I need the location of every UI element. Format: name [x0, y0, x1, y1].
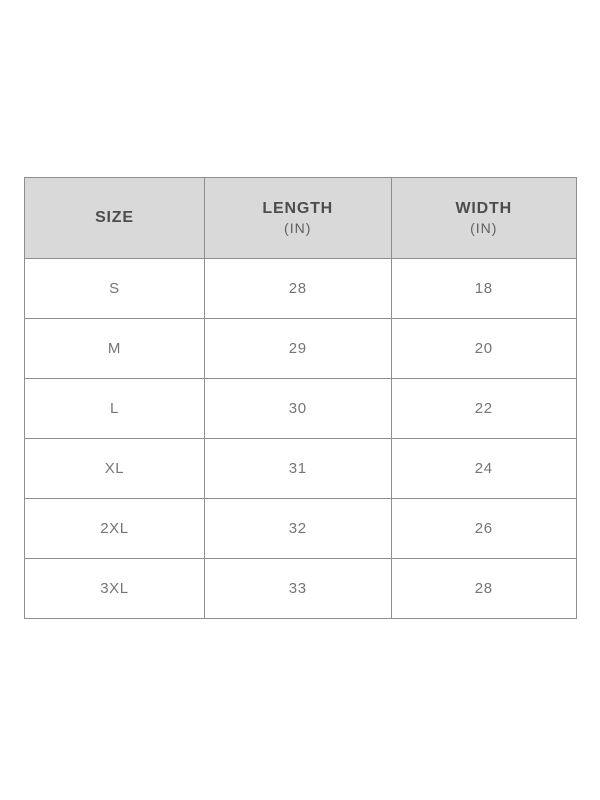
width-cell: 18 [391, 259, 577, 319]
width-cell: 20 [391, 319, 577, 379]
width-cell: 24 [391, 439, 577, 499]
table-row [25, 259, 577, 319]
width-cell: 26 [391, 499, 577, 559]
size-cell: S [25, 259, 205, 319]
column-header-length [204, 178, 391, 259]
size-header-label: SIZE [95, 208, 134, 226]
length-cell: 28 [204, 259, 391, 319]
length-header-label: LENGTH [262, 199, 333, 217]
width-header-label: WIDTH [455, 199, 512, 217]
size-cell: 2XL [25, 499, 205, 559]
table-row [25, 319, 577, 379]
width-cell: 28 [391, 559, 577, 619]
length-cell: 32 [204, 499, 391, 559]
column-header-size [25, 178, 205, 259]
size-chart-table [24, 177, 577, 619]
table-row [25, 439, 577, 499]
table-row [25, 379, 577, 439]
length-cell: 31 [204, 439, 391, 499]
width-cell: 22 [391, 379, 577, 439]
length-cell: 30 [204, 379, 391, 439]
size-cell: 3XL [25, 559, 205, 619]
size-cell: XL [25, 439, 205, 499]
table-row [25, 499, 577, 559]
size-cell: L [25, 379, 205, 439]
column-header-width [391, 178, 577, 259]
size-cell: M [25, 319, 205, 379]
length-cell: 33 [204, 559, 391, 619]
width-header-unit: (IN) [470, 220, 498, 237]
table-row [25, 559, 577, 619]
header-row [25, 178, 577, 259]
length-header-unit: (IN) [284, 220, 312, 237]
length-cell: 29 [204, 319, 391, 379]
